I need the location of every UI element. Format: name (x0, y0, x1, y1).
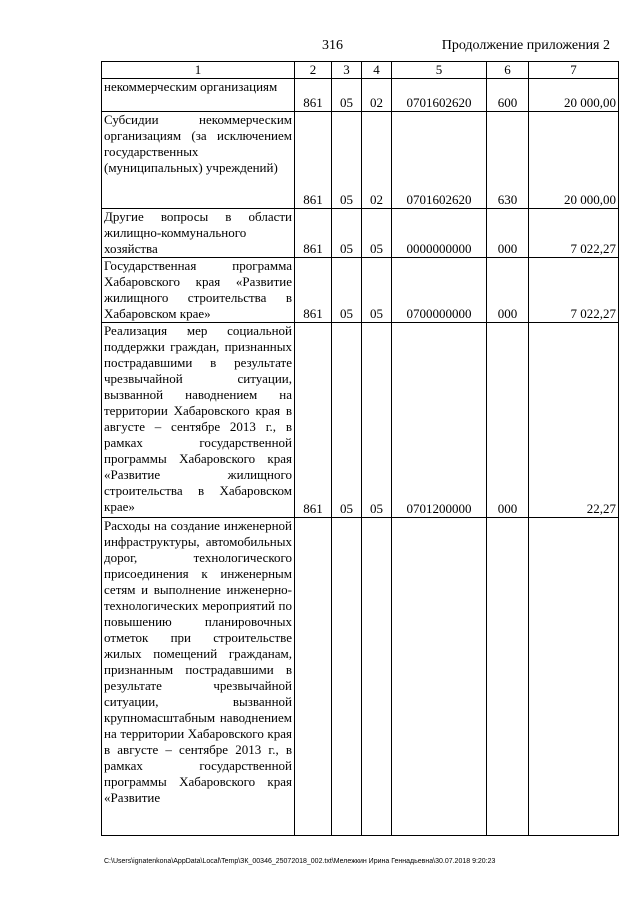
column-header: 4 (362, 62, 392, 79)
row-expense-type: 600 (487, 79, 529, 112)
row-amount: 20 000,00 (529, 79, 619, 112)
table-row (102, 258, 619, 323)
row-name: Субсидии некоммерческим организациям (за исключением государственных (муниципальных) учреждений) (102, 112, 295, 209)
row-subsection: 02 (362, 79, 392, 112)
column-header: 6 (487, 62, 529, 79)
footer-file-path: C:\Users\ignatenkona\AppData\Local\Temp\ЗК_00346_25072018_002.txt\Мележкин Ирина Геннадьевна\30.07.2018 9:20:23 (104, 858, 496, 865)
row-expense-type: 000 (487, 323, 529, 518)
continuation-note: Продолжение приложения 2 (441, 38, 610, 53)
table-row (102, 112, 619, 209)
row-section: 05 (332, 112, 362, 209)
row-amount (529, 518, 619, 836)
table-header-row (102, 62, 619, 79)
row-subsection: 05 (362, 323, 392, 518)
table-row (102, 209, 619, 258)
table-row (102, 518, 619, 836)
row-name: Другие вопросы в области жилищно-коммунального хозяйства (102, 209, 295, 258)
row-target (392, 518, 487, 836)
row-subsection: 05 (362, 209, 392, 258)
row-expense-type: 000 (487, 209, 529, 258)
row-target: 0700000000 (392, 258, 487, 323)
page-number: 316 (322, 38, 343, 53)
column-header: 5 (392, 62, 487, 79)
row-name: Реализация мер социальной поддержки граждан, признанных пострадавшими в результате чрезвычайной ситуации, вызванной наводнением на территории Хабаровского края в августе – сентябре 2013 г., в рамках государственной программы Хабаровского края «Развитие жилищного строительства в Хабаровском крае» (102, 323, 295, 518)
row-target: 0701200000 (392, 323, 487, 518)
row-target: 0000000000 (392, 209, 487, 258)
row-code: 861 (295, 209, 332, 258)
row-code: 861 (295, 258, 332, 323)
row-target: 0701602620 (392, 112, 487, 209)
row-expense-type: 000 (487, 258, 529, 323)
column-header: 2 (295, 62, 332, 79)
row-name: некоммерческим организациям (102, 79, 295, 112)
row-subsection (362, 518, 392, 836)
row-target: 0701602620 (392, 79, 487, 112)
table-row (102, 79, 619, 112)
row-code: 861 (295, 79, 332, 112)
row-name: Государственная программа Хабаровского края «Развитие жилищного строительства в Хабаровском крае» (102, 258, 295, 323)
table-row (102, 323, 619, 518)
budget-table (101, 61, 619, 836)
row-code (295, 518, 332, 836)
row-subsection: 05 (362, 258, 392, 323)
row-section: 05 (332, 79, 362, 112)
column-header: 7 (529, 62, 619, 79)
row-expense-type: 630 (487, 112, 529, 209)
row-subsection: 02 (362, 112, 392, 209)
row-section: 05 (332, 323, 362, 518)
row-name: Расходы на создание инженерной инфраструктуры, автомобильных дорог, технологического присоединения к инженерным сетям и выполнение инженерно-технологических мероприятий по повышению планировочных отметок при строительстве жилых помещений гражданам, признанным пострадавшими в результате чрезвычайной ситуации, вызванной крупномасштабным наводнением на территории Хабаровского края в августе – сентябре 2013 г., в рамках государственной программы Хабаровского края «Развитие (102, 518, 295, 836)
column-header: 1 (102, 62, 295, 79)
column-header: 3 (332, 62, 362, 79)
row-amount: 22,27 (529, 323, 619, 518)
row-section: 05 (332, 258, 362, 323)
row-amount: 7 022,27 (529, 258, 619, 323)
row-section (332, 518, 362, 836)
row-expense-type (487, 518, 529, 836)
row-code: 861 (295, 323, 332, 518)
row-code: 861 (295, 112, 332, 209)
row-amount: 20 000,00 (529, 112, 619, 209)
row-section: 05 (332, 209, 362, 258)
row-amount: 7 022,27 (529, 209, 619, 258)
